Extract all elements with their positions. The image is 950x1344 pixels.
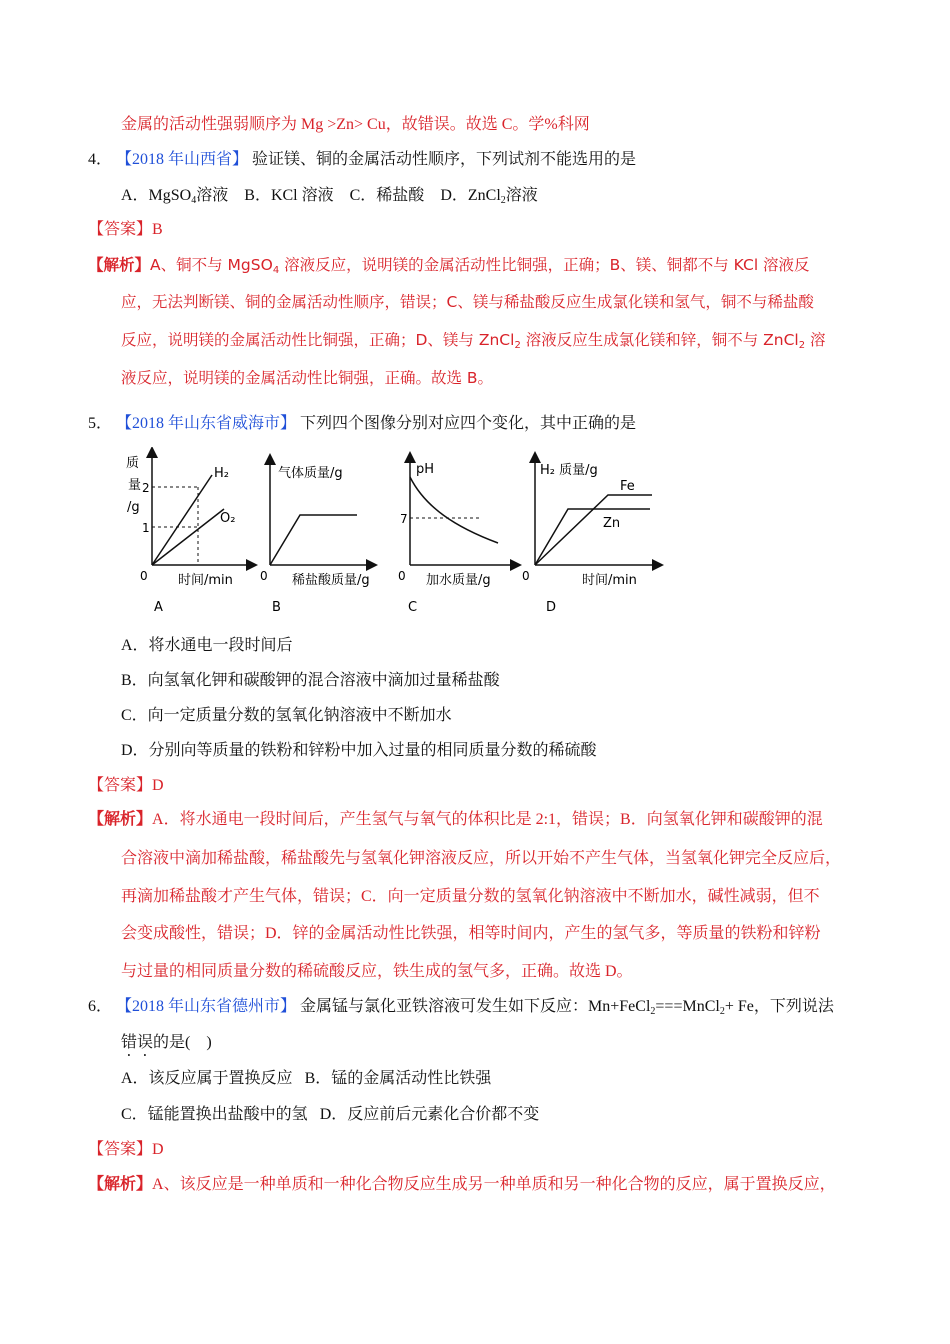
question-5-analysis-line-3: 再滴加稀盐酸才产生气体，错误；C．向一定质量分数的氢氧化钠溶液中不断加水，碱性减弱，但不 <box>121 888 820 905</box>
graph-a-letter: A <box>154 600 163 615</box>
graph-c-curve <box>410 477 498 543</box>
question-5-analysis-line-4: 会变成酸性，错误；D．锌的金属活动性比铁强，相等时间内，产生的氢气多，等质量的铁粉和锌粉 <box>121 925 821 942</box>
question-4-analysis-line-2: 应，无法判断镁、铜的金属活动性顺序，错误；C、镁与稀盐酸反应生成氯化镁和氢气，铜不与稀盐酸 <box>121 293 814 311</box>
graph-d-zn-line <box>535 509 650 565</box>
graph-b-origin: 0 <box>260 569 268 583</box>
graph-b-curve <box>270 515 357 565</box>
option-d: D．反应前后元素化合价都不变 <box>319 1106 540 1123</box>
analysis-label: 【解析】 <box>88 811 153 828</box>
question-4-analysis-line-3: 反应，说明镁的金属活动性比铜强，正确；D、镁与 ZnCl$_2$ 溶液反应生成氯化镁和锌，铜不与 ZnCl$_2$ 溶 <box>121 331 826 351</box>
question-5-analysis-line-1: 【解析】A．将水通电一段时间后，产生氢气与氧气的体积比是 2:1，错误；B．向氢氧化钾和碳酸钾的混 <box>88 811 823 828</box>
option-a: A．MgSO$_4$溶液 <box>121 187 229 206</box>
graph-d-zn-label: Zn <box>603 516 621 531</box>
graph-c-ylabel: pH <box>416 462 435 477</box>
graph-d-ylabel: H₂ 质量/g <box>540 463 598 478</box>
graph-a-h2-line <box>152 475 212 565</box>
question-5-stem <box>88 414 636 434</box>
graph-b-letter: B <box>272 600 281 615</box>
graph-d-letter: D <box>546 600 557 615</box>
option-b: B．KCl 溶液 <box>244 187 334 204</box>
graph-b-ylabel: 气体质量/g <box>278 466 343 481</box>
question-source: 【2018 年山西省】 <box>116 151 249 168</box>
graph-d <box>522 457 658 615</box>
question-4-analysis-line-1: 【解析】A、铜不与 MgSO$_4$ 溶液反应，说明镁的金属活动性比铜强，正确；B、镁、铜都不与 KCl 溶液反 <box>88 256 810 276</box>
graph-c-tick-7: 7 <box>400 512 408 526</box>
question-number: 4． <box>88 151 113 168</box>
question-5-option-c: C．向一定质量分数的氢氧化钠溶液中不断加水 <box>121 707 452 724</box>
question-4-analysis-line-4: 液反应，说明镁的金属活动性比铜强，正确。故选 B。 <box>121 369 494 387</box>
question-6-stem <box>88 997 834 1017</box>
graph-a-ylabel-3: /g <box>127 500 140 515</box>
question-5-option-d: D．分别向等质量的铁粉和锌粉中加入过量的相同质量分数的稀硫酸 <box>121 742 597 759</box>
graph-a-xlabel: 时间/min <box>178 573 233 588</box>
graph-b <box>260 459 372 615</box>
question-6-options-row-2 <box>121 1105 539 1125</box>
question-5-answer: 【答案】D <box>88 777 164 794</box>
question-5-analysis-line-5: 与过量的相同质量分数的稀硫酸反应，铁生成的氢气多，正确。故选 D。 <box>121 963 633 980</box>
question-text: 验证镁、铜的金属活动性顺序，下列试剂不能选用的是 <box>252 151 637 168</box>
question-5-graphs <box>120 447 680 619</box>
graph-d-fe-label: Fe <box>620 479 635 494</box>
graph-d-fe-line <box>535 495 652 565</box>
option-b: B．锰的金属活动性比铁强 <box>304 1070 492 1087</box>
question-source: 【2018 年山东省德州市】 <box>116 998 297 1015</box>
graph-c-letter: C <box>408 600 418 615</box>
graph-a-tick-2: 2 <box>142 481 150 495</box>
graph-a-origin: 0 <box>140 569 148 583</box>
graph-c <box>398 457 516 615</box>
question-source: 【2018 年山东省威海市】 <box>116 415 297 432</box>
question-6-options-row-1 <box>121 1069 491 1089</box>
graph-a <box>126 452 252 615</box>
graph-a-h2-label: H₂ <box>214 466 229 481</box>
question-5-analysis-line-2: 合溶液中滴加稀盐酸，稀盐酸先与氢氧化钾溶液反应，所以开始不产生气体，当氢氧化钾完全反应后， <box>121 850 842 867</box>
analysis-label: 【解析】 <box>88 1176 153 1193</box>
graph-d-origin: 0 <box>522 569 530 583</box>
graph-a-tick-1: 1 <box>142 521 150 535</box>
graph-c-origin: 0 <box>398 569 406 583</box>
graph-c-xlabel: 加水质量/g <box>426 573 491 588</box>
question-5-option-b: B．向氢氧化钾和碳酸钾的混合溶液中滴加过量稀盐酸 <box>121 672 500 689</box>
option-c: C．锰能置换出盐酸中的氢 <box>121 1106 308 1123</box>
question-number: 6． <box>88 998 113 1015</box>
question-6-analysis-line-1: 【解析】A、该反应是一种单质和一种化合物反应生成另一种单质和另一种化合物的反应，属于置换反应， <box>88 1176 836 1193</box>
question-4-options <box>121 186 538 206</box>
graph-a-ylabel-2: 量 <box>128 478 142 493</box>
question-6-answer: 【答案】D <box>88 1141 164 1158</box>
question-text: 下列四个图像分别对应四个变化，其中正确的是 <box>300 415 637 432</box>
question-5-option-a: A．将水通电一段时间后 <box>121 637 293 654</box>
graph-b-xlabel: 稀盐酸质量/g <box>292 573 370 588</box>
option-d: D．ZnCl$_2$溶液 <box>440 187 538 206</box>
question-number: 5． <box>88 415 113 432</box>
option-a: A．该反应属于置换反应 <box>121 1070 293 1087</box>
graph-d-xlabel: 时间/min <box>582 573 637 588</box>
question-6-stem-line-2: 错误的是( ) <box>121 1034 212 1051</box>
option-c: C．稀盐酸 <box>349 187 425 204</box>
question-4-answer: 【答案】B <box>88 221 163 238</box>
question-text: 金属锰与氯化亚铁溶液可发生如下反应：Mn+FeCl$_2$===MnCl$_2$+ Fe，下列说法 <box>300 998 834 1017</box>
analysis-label: 【解析】 <box>88 256 151 274</box>
emphasis-error: 错误 <box>121 1034 154 1051</box>
graph-a-o2-line <box>152 509 224 565</box>
graph-a-o2-label: O₂ <box>220 511 236 526</box>
question-4-stem <box>88 150 636 170</box>
q3-analysis-tail: 金属的活动性强弱顺序为 Mg >Zn> Cu，故错误。故选 C。学%科网 <box>121 116 590 133</box>
graph-a-ylabel-1: 质 <box>126 456 140 471</box>
